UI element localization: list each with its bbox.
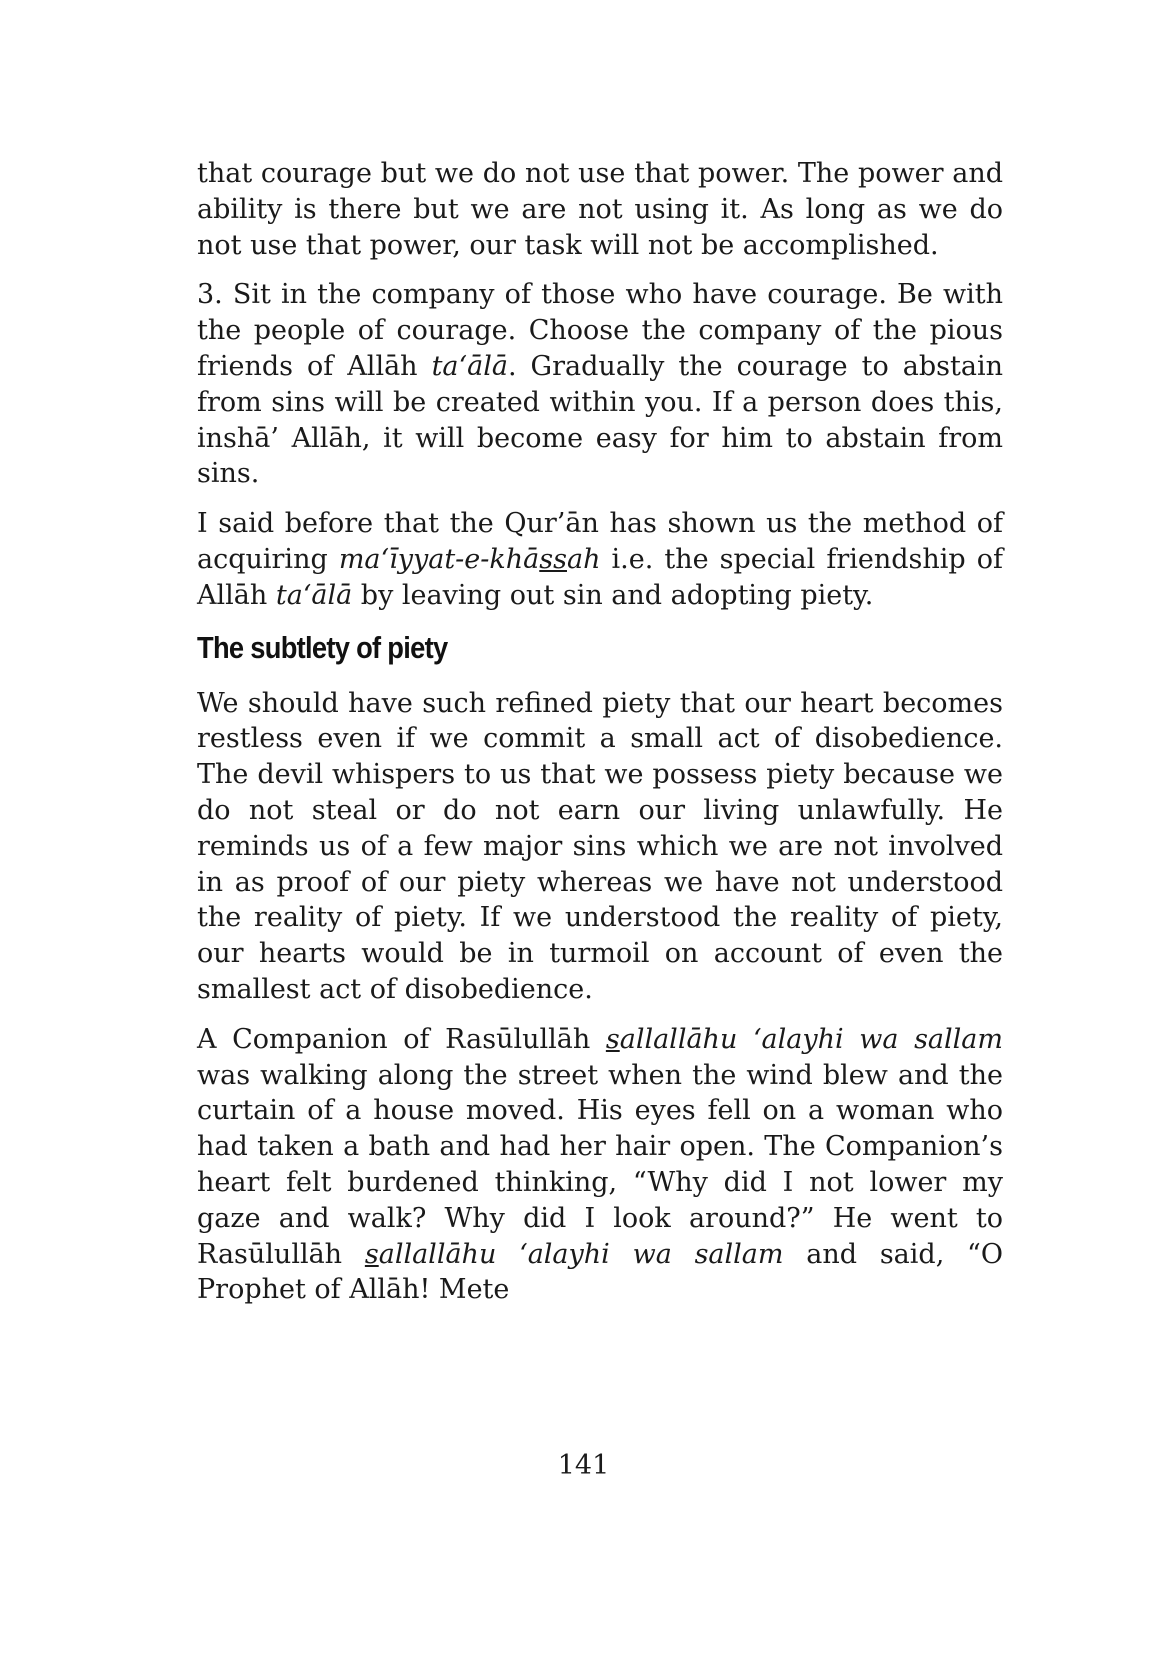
- page-body: [197, 156, 1003, 1308]
- transliteration-taala: ta‘ālā: [275, 579, 353, 611]
- transliteration-maiyyat: ma‘īyyat-e-khā: [338, 543, 540, 575]
- section-heading: The subtlety of piety: [197, 629, 448, 665]
- paragraph-companion-story: [197, 1022, 1003, 1308]
- paragraph-text: was walking along the street when the wind blew and the curtain of a house moved. His eyes fell on a woman who had taken a bath and had her hair open. The Companion’s heart felt burdened thinking, “Why did I not lower my gaze and walk? Why did I look around?” He went to Rasūlullāh: [197, 1059, 1003, 1270]
- transliteration-salutation-initial: s: [605, 1023, 620, 1055]
- paragraph-text: and said, “O Prophet of Allāh! Mete: [197, 1238, 1003, 1306]
- paragraph-quran-method: [197, 506, 1003, 613]
- paragraph-text: . Gradually the courage to abstain from sins will be created within you. If a person does this, inshā’ Allāh, it will become easy for him to abstain from sins.: [197, 350, 1003, 490]
- transliteration-salutation: allallāhu ‘alayhi wa sallam: [619, 1023, 1003, 1055]
- transliteration-salutation: allallāhu ‘alayhi wa sallam: [378, 1238, 784, 1270]
- page-number: 141: [557, 1450, 610, 1481]
- transliteration-salutation-initial: s: [364, 1238, 379, 1270]
- paragraph-text: A Companion of Rasūlullāh: [197, 1023, 606, 1055]
- paragraph-refined-piety: [197, 686, 1003, 1008]
- paragraph-text: 3. Sit in the company of those who have courage. Be with the people of courage. Choose the company of the pious friends of Allāh: [197, 279, 1003, 382]
- paragraph-text: I said before that the Qur’ān has shown us the method of acquiring: [197, 508, 1003, 575]
- paragraph-text: that courage but we do not use that power. The power and ability is there but we are not using it. As long as we do not use that power, our task will not be accomplished.: [197, 158, 1003, 261]
- paragraph-text: We should have such refined piety that our heart becomes restless even if we commit a small act of disobedience. The devil whispers to us that we possess piety because we do not steal or do not earn our living unlawfully. He reminds us of a few major sins which we are not involved in as proof of our piety whereas we have not understood the reality of piety. If we understood the reality of piety, our hearts would be in turmoil on account of even the smallest act of disobedience.: [197, 687, 1003, 1005]
- paragraph-courage-power: [197, 156, 1003, 263]
- transliteration-taala: ta‘ālā: [431, 350, 508, 382]
- paragraph-text: by leaving out sin and adopting piety.: [352, 579, 874, 611]
- paragraph-text: i.e. the special friendship of Allāh: [197, 543, 1003, 611]
- transliteration-maiyyat-underlined: ss: [539, 543, 567, 575]
- paragraph-company-of-courage: [197, 277, 1003, 492]
- transliteration-maiyyat-end: ah: [566, 543, 601, 575]
